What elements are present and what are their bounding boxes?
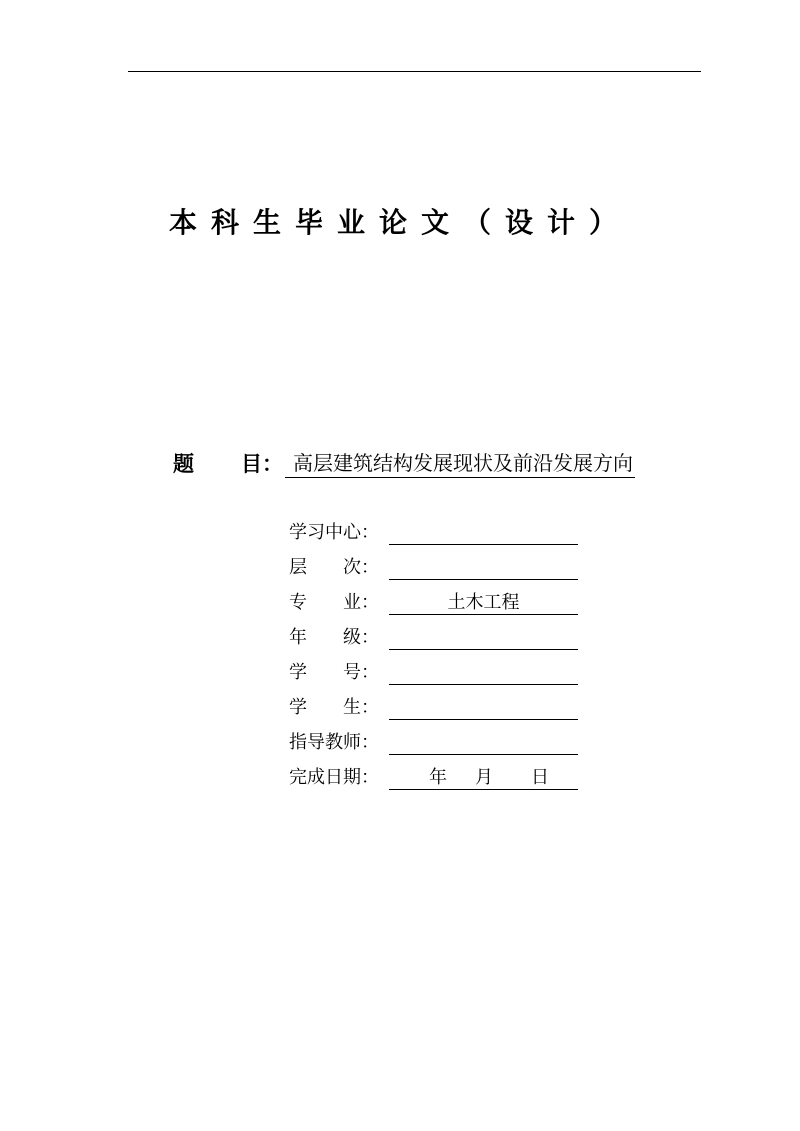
field-major	[289, 580, 578, 615]
field-label: 专 业：	[289, 592, 379, 613]
field-value	[389, 696, 578, 720]
field-completion-date	[289, 755, 578, 790]
field-advisor	[289, 720, 578, 755]
field-label: 学 号：	[289, 662, 379, 683]
date-day: 日	[531, 767, 549, 788]
topic-value: 高层建筑结构发展现状及前沿发展方向	[285, 449, 635, 478]
info-fields	[289, 510, 578, 790]
header-rule	[128, 71, 701, 72]
field-label: 学习中心：	[289, 522, 379, 543]
field-label: 学 生：	[289, 697, 379, 718]
topic-row	[173, 448, 635, 478]
field-value	[389, 521, 578, 545]
document-title: 本科生毕业论文（设计）	[168, 206, 631, 239]
topic-label-second: 目：	[241, 452, 283, 476]
field-value: 土木工程	[389, 591, 578, 615]
field-level	[289, 545, 578, 580]
date-value	[389, 766, 578, 790]
date-month: 月	[475, 767, 493, 788]
field-value	[389, 626, 578, 650]
field-student	[289, 685, 578, 720]
field-label: 层 次：	[289, 557, 379, 578]
field-value	[389, 731, 578, 755]
topic-label	[173, 450, 283, 478]
field-label: 完成日期：	[289, 767, 379, 788]
field-study-center	[289, 510, 578, 545]
date-year: 年	[429, 767, 447, 788]
field-grade	[289, 615, 578, 650]
field-value	[389, 661, 578, 685]
field-student-id	[289, 650, 578, 685]
topic-label-first: 题	[173, 452, 194, 476]
field-label: 年 级：	[289, 627, 379, 648]
field-label: 指导教师：	[289, 732, 379, 753]
field-value	[389, 556, 578, 580]
